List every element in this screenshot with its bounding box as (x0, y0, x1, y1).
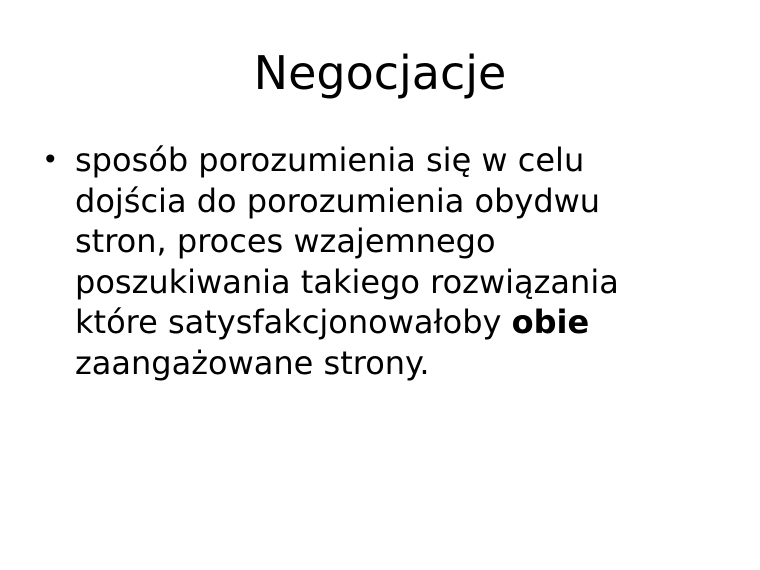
bullet-text-after: zaangażowane strony. (75, 343, 430, 382)
bullet-item (42, 140, 682, 383)
slide-title: Negocjacje (253, 46, 507, 100)
bullet-list (42, 140, 682, 383)
bullet-icon: • (42, 143, 59, 176)
bullet-text-bold: obie (511, 303, 590, 341)
bullet-text-before: sposób porozumienia się w celu dojścia do porozumienia obydwu stron, proces wzajemnego poszukiwania takiego rozwiązania które satysfakcjonowałoby (75, 141, 619, 341)
